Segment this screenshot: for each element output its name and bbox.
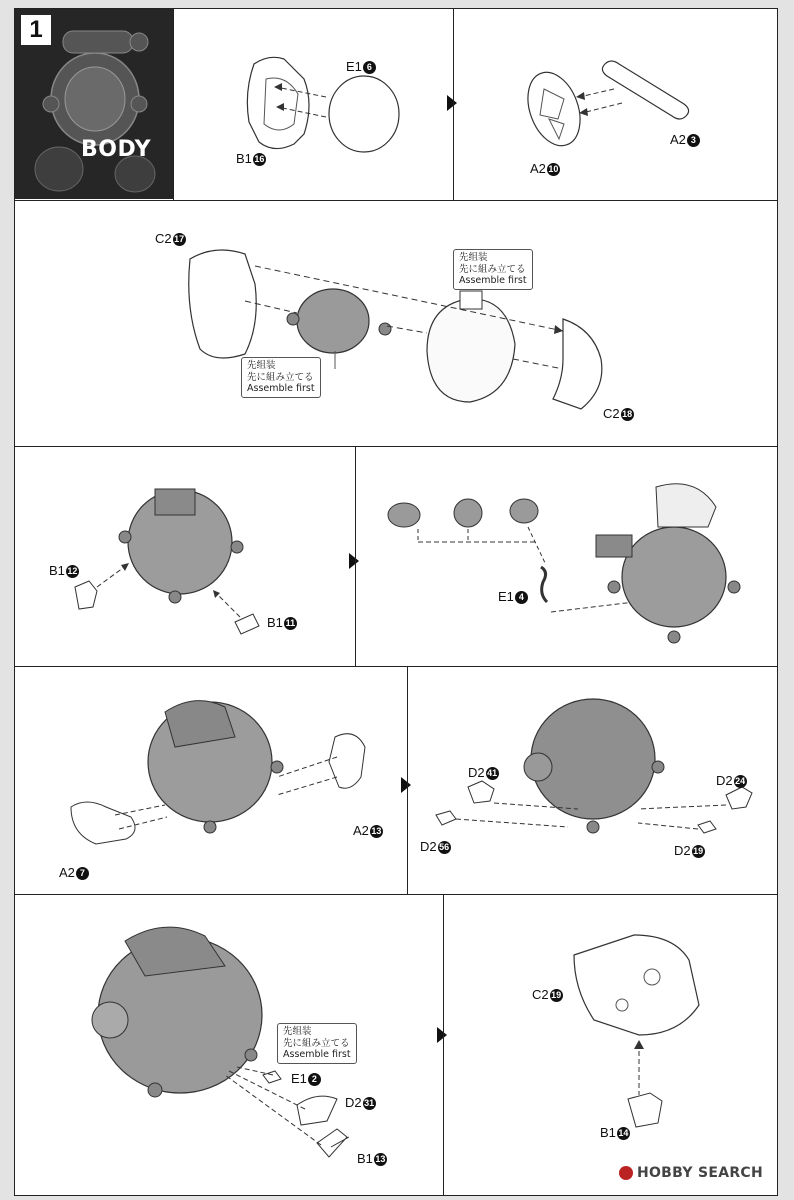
row-2 — [15, 201, 777, 447]
panel-5a — [15, 895, 443, 1195]
step-header — [15, 9, 173, 199]
part-code: B1 — [267, 615, 283, 630]
callout-en: Assemble first — [247, 383, 315, 394]
part-label-e1-2 — [291, 1071, 321, 1086]
parts-diagram-5a — [15, 895, 443, 1195]
part-number: 31 — [364, 1098, 375, 1109]
part-number: 13 — [375, 1154, 386, 1165]
part-code: D2 — [420, 839, 437, 854]
part-code: B1 — [49, 563, 65, 578]
part-code: D2 — [674, 843, 691, 858]
part-label-c2-17 — [155, 231, 186, 246]
panel-5b — [443, 895, 777, 1195]
part-number: 4 — [515, 591, 528, 604]
part-number: 3 — [687, 134, 700, 147]
step-title: BODY — [81, 137, 152, 162]
part-label-c2-18 — [603, 406, 634, 421]
part-number: 24 — [735, 776, 746, 787]
part-code: B1 — [236, 151, 252, 166]
panel-3b — [355, 447, 777, 666]
part-code: E1 — [498, 589, 514, 604]
panel-3a — [15, 447, 355, 666]
callout-en: Assemble first — [283, 1049, 351, 1060]
instruction-sheet — [14, 8, 778, 1196]
part-code: E1 — [291, 1071, 307, 1086]
parts-diagram-3b — [356, 447, 778, 667]
part-label-e1-6 — [346, 59, 376, 74]
panel-4b — [407, 667, 777, 894]
panel-1a — [173, 9, 453, 200]
part-code: A2 — [59, 865, 75, 880]
row-4 — [15, 667, 777, 895]
row-5 — [15, 895, 777, 1195]
parts-diagram-2 — [15, 201, 777, 447]
assemble-first-callout — [277, 1023, 357, 1064]
callout-cn: 先组装 — [283, 1026, 312, 1037]
part-code: B1 — [600, 1125, 616, 1140]
part-number: 56 — [439, 842, 450, 853]
part-code: D2 — [716, 773, 733, 788]
callout-cn: 先组装 — [247, 360, 276, 371]
watermark — [619, 1165, 763, 1181]
part-number: 16 — [254, 154, 265, 165]
parts-diagram-3a — [15, 447, 355, 667]
part-number: 11 — [285, 618, 296, 629]
part-code: D2 — [345, 1095, 362, 1110]
callout-jp: 先に組み立てる — [247, 371, 314, 383]
part-number: 13 — [371, 826, 382, 837]
parts-diagram-1a — [174, 9, 454, 199]
row-1 — [15, 9, 777, 201]
callout-cn: 先组装 — [459, 252, 488, 263]
part-code: C2 — [603, 406, 620, 421]
part-label-d2-41 — [468, 765, 499, 780]
body-preview-illustration — [15, 9, 173, 199]
part-label-d2-24 — [716, 773, 747, 788]
part-number: 12 — [67, 566, 78, 577]
step-number: 1 — [21, 15, 51, 45]
part-number: 41 — [487, 768, 498, 779]
callout-jp: 先に組み立てる — [459, 263, 526, 275]
callout-jp: 先に組み立てる — [283, 1037, 350, 1049]
part-code: C2 — [155, 231, 172, 246]
part-label-a2-13 — [353, 823, 383, 838]
part-label-a2-3 — [670, 132, 700, 147]
callout-en: Assemble first — [459, 275, 527, 286]
part-code: E1 — [346, 59, 362, 74]
part-code: A2 — [670, 132, 686, 147]
part-label-a2-10 — [530, 161, 560, 176]
part-code: C2 — [532, 987, 549, 1002]
part-number: 18 — [622, 409, 633, 420]
part-number: 2 — [308, 1073, 321, 1086]
panel-4a — [15, 667, 407, 894]
part-label-b1-13 — [357, 1151, 387, 1166]
parts-diagram-4a — [15, 667, 407, 895]
row-3 — [15, 447, 777, 667]
hobby-search-logo-icon — [619, 1166, 633, 1180]
assemble-first-callout — [241, 357, 321, 398]
part-number: 19 — [551, 990, 562, 1001]
part-code: A2 — [353, 823, 369, 838]
panel-2 — [15, 201, 777, 446]
part-code: B1 — [357, 1151, 373, 1166]
part-label-b1-11 — [267, 615, 297, 630]
part-label-d2-31 — [345, 1095, 376, 1110]
part-label-a2-7 — [59, 865, 89, 880]
parts-diagram-1b — [454, 9, 778, 199]
part-label-d2-19 — [674, 843, 705, 858]
parts-diagram-5b — [444, 895, 778, 1195]
part-label-b1-14 — [600, 1125, 630, 1140]
panel-1b — [453, 9, 777, 200]
part-number: 17 — [174, 234, 185, 245]
part-code: D2 — [468, 765, 485, 780]
watermark-text: HOBBY SEARCH — [636, 1165, 763, 1181]
part-number: 6 — [363, 61, 376, 74]
part-code: A2 — [530, 161, 546, 176]
part-label-c2-19 — [532, 987, 563, 1002]
part-number: 19 — [693, 846, 704, 857]
part-label-e1-4 — [498, 589, 528, 604]
part-number: 10 — [548, 164, 559, 175]
assemble-first-callout — [453, 249, 533, 290]
part-label-b1-16 — [236, 151, 266, 166]
part-number: 14 — [618, 1128, 629, 1139]
part-label-d2-56 — [420, 839, 451, 854]
part-number: 7 — [76, 867, 89, 880]
part-label-b1-12 — [49, 563, 79, 578]
